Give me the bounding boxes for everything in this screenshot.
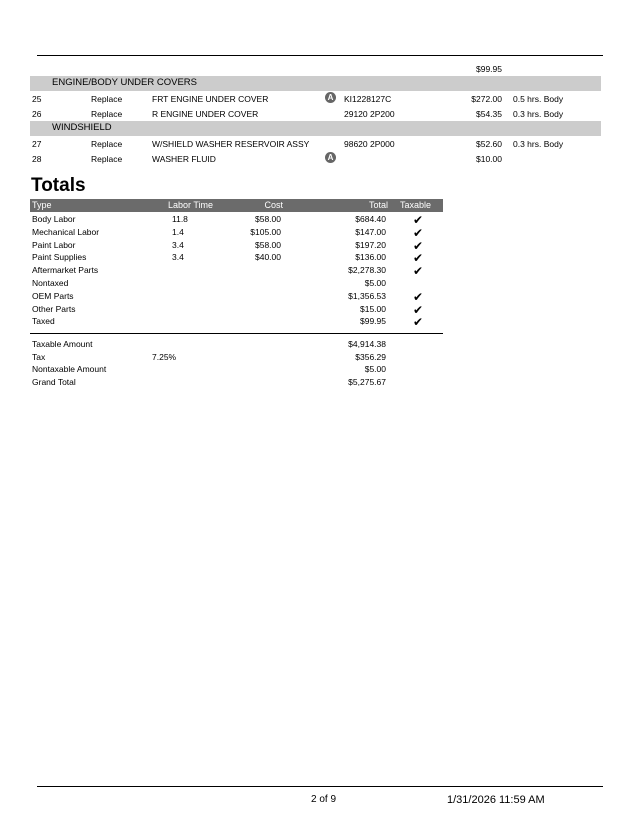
line-price: $272.00 <box>471 94 502 104</box>
row-labor-time: 3.4 <box>172 252 184 263</box>
row-cost: $58.00 <box>255 239 281 250</box>
top-rule <box>37 55 603 56</box>
line-labor: 0.3 hrs. Body <box>513 109 564 119</box>
line-number: 28 <box>32 154 42 164</box>
aftermarket-badge-icon: A <box>325 92 336 103</box>
taxable-check-icon: ✔ <box>413 302 424 317</box>
row-labor-time: 11.8 <box>172 214 188 224</box>
line-operation: Replace <box>91 154 123 164</box>
row-type: Nontaxed <box>32 278 69 288</box>
line-description: W/SHIELD WASHER RESERVOIR ASSY <box>152 139 310 149</box>
row-type: Aftermarket Parts <box>32 265 99 276</box>
line-operation: Replace <box>91 94 123 104</box>
totals-heading: Totals <box>31 175 86 196</box>
col-type: Type <box>32 200 52 210</box>
line-number: 25 <box>32 94 42 104</box>
line-price: $54.35 <box>476 109 502 119</box>
row-total: $99.95 <box>360 316 386 327</box>
row-total: $197.20 <box>355 239 386 250</box>
line-price: $10.00 <box>476 154 502 164</box>
col-labor-time: Labor Time <box>168 200 214 210</box>
row-cost: $105.00 <box>250 226 281 237</box>
row-total: $147.00 <box>355 226 386 237</box>
line-labor: 0.5 hrs. Body <box>513 94 564 104</box>
section-title: WINDSHIELD <box>52 122 112 133</box>
summary-label: Nontaxable Amount <box>32 364 107 374</box>
row-total: $2,278.30 <box>348 265 386 276</box>
line-part-number: KI1228127C <box>344 94 392 104</box>
summary-rate: 7.25% <box>152 352 177 362</box>
line-labor: 0.3 hrs. Body <box>513 139 564 149</box>
summary-label: Taxable Amount <box>32 339 93 349</box>
line-description: FRT ENGINE UNDER COVER <box>152 94 269 104</box>
taxable-check-icon: ✔ <box>413 264 424 279</box>
row-total: $136.00 <box>355 252 386 263</box>
taxable-check-icon: ✔ <box>413 238 424 253</box>
line-price: $52.60 <box>476 139 502 149</box>
line-description: WASHER FLUID <box>152 154 216 164</box>
aftermarket-badge-icon: A <box>325 152 336 163</box>
summary-rule <box>30 333 443 334</box>
line-part-number: 29120 2P200 <box>344 109 395 119</box>
summary-value: $356.29 <box>355 352 386 362</box>
row-type: Paint Supplies <box>32 252 87 263</box>
page-number: 2 of 9 <box>311 794 337 805</box>
taxable-check-icon: ✔ <box>413 213 424 227</box>
row-cost: $40.00 <box>255 252 281 263</box>
line-operation: Replace <box>91 139 123 149</box>
row-total: $684.40 <box>355 214 386 224</box>
summary-value: $5.00 <box>364 364 386 374</box>
row-labor-time: 1.4 <box>172 226 184 237</box>
taxable-check-icon: ✔ <box>413 225 424 240</box>
line-part-number: 98620 2P000 <box>344 139 395 149</box>
line-operation: Replace <box>91 109 123 119</box>
line-number: 27 <box>32 139 42 149</box>
summary-value: $4,914.38 <box>348 339 386 349</box>
section-header <box>30 76 601 91</box>
taxable-check-icon: ✔ <box>413 315 424 330</box>
row-type: Other Parts <box>32 303 76 314</box>
totals-table-header <box>30 199 443 212</box>
row-type: Mechanical Labor <box>32 226 100 237</box>
col-total: Total <box>368 200 388 210</box>
row-cost: $58.00 <box>255 214 281 224</box>
row-type: Taxed <box>32 316 55 327</box>
row-type: Body Labor <box>32 214 76 224</box>
taxable-check-icon: ✔ <box>413 289 424 304</box>
summary-label: Tax <box>32 352 46 362</box>
col-taxable: Taxable <box>400 200 432 210</box>
row-labor-time: 3.4 <box>172 239 184 250</box>
section-title: ENGINE/BODY UNDER COVERS <box>52 77 197 88</box>
summary-label: Grand Total <box>32 377 76 387</box>
line-description: R ENGINE UNDER COVER <box>152 109 259 119</box>
row-type: OEM Parts <box>32 290 74 301</box>
row-type: Paint Labor <box>32 239 76 250</box>
taxable-check-icon: ✔ <box>413 251 424 266</box>
col-cost: Cost <box>264 200 283 210</box>
row-total: $1,356.53 <box>348 290 386 301</box>
row-total: $5.00 <box>364 278 386 288</box>
section-header <box>30 121 601 136</box>
summary-value: $5,275.67 <box>348 377 386 387</box>
print-datetime: 1/31/2026 11:59 AM <box>447 794 545 806</box>
carry-amount: $99.95 <box>476 64 502 74</box>
row-total: $15.00 <box>360 303 386 314</box>
line-number: 26 <box>32 109 42 119</box>
footer-rule <box>37 786 603 787</box>
